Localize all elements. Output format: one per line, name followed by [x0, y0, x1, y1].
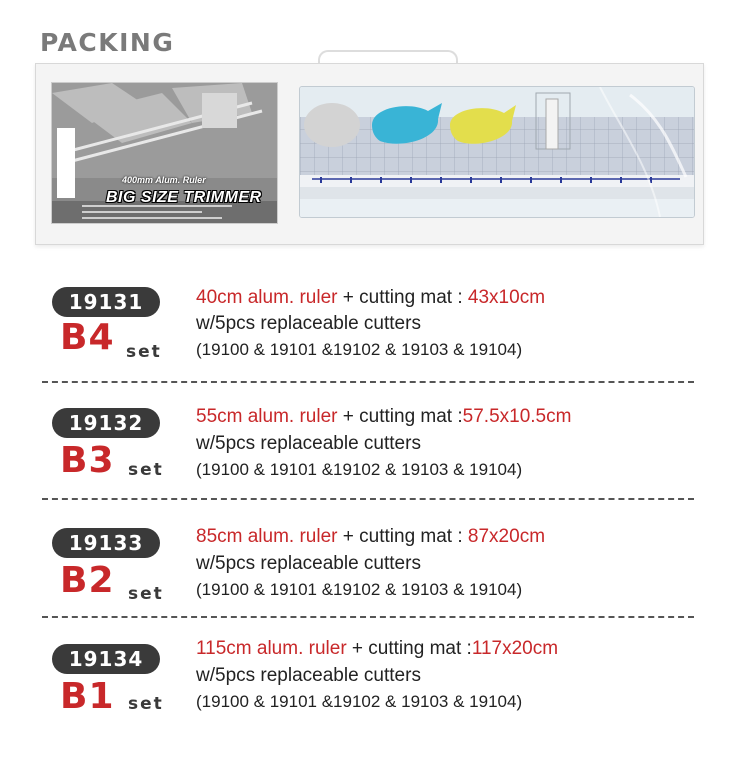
ruler-length: 55cm alum. ruler: [196, 406, 338, 427]
label-subtitle: 400mm Alum. Ruler: [122, 175, 206, 185]
set-word: set: [128, 694, 164, 714]
spec-line: [196, 406, 571, 428]
mat-size: 57.5x10.5cm: [462, 406, 572, 427]
spec-line: [196, 638, 558, 660]
spec-line: [196, 526, 545, 548]
cutters-line: w/5pcs replaceable cutters: [196, 313, 421, 334]
ruler-length: 85cm alum. ruler: [196, 526, 338, 547]
paper-size: B2: [60, 560, 115, 601]
dashed-divider: [42, 381, 694, 383]
product-code-badge: 19133: [52, 528, 160, 558]
models-line: (19100 & 19101 &19102 & 19103 & 19104): [196, 340, 523, 359]
product-code-badge: 19134: [52, 644, 160, 674]
paper-size: B3: [60, 440, 115, 481]
mat-connector: + cutting mat :: [337, 406, 463, 427]
mat-connector: + cutting mat :: [337, 526, 468, 547]
paper-size: B4: [60, 317, 115, 358]
product-code-badge: 19132: [52, 408, 160, 438]
box-window: [299, 86, 695, 218]
product-code-badge: 19131: [52, 287, 160, 317]
set-word: set: [128, 460, 164, 480]
dashed-divider: [42, 616, 694, 618]
box-label: [51, 82, 278, 224]
dashed-divider: [42, 498, 694, 500]
models-line: (19100 & 19101 &19102 & 19103 & 19104): [196, 692, 523, 711]
ruler-length: 40cm alum. ruler: [196, 287, 338, 308]
cutters-line: w/5pcs replaceable cutters: [196, 553, 421, 574]
label-title: BIG SIZE TRIMMER: [106, 189, 262, 206]
spec-line: [196, 287, 545, 309]
cutters-line: w/5pcs replaceable cutters: [196, 665, 421, 686]
trimmer-contents-illustration: [300, 87, 694, 217]
mat-connector: + cutting mat :: [346, 638, 472, 659]
set-word: set: [128, 584, 164, 604]
mat-size: 117x20cm: [471, 638, 559, 659]
cutters-line: w/5pcs replaceable cutters: [196, 433, 421, 454]
ruler-length: 115cm alum. ruler: [196, 638, 347, 659]
models-line: (19100 & 19101 &19102 & 19103 & 19104): [196, 460, 523, 479]
models-line: (19100 & 19101 &19102 & 19103 & 19104): [196, 580, 523, 599]
paper-size: B1: [60, 676, 115, 717]
mat-size: 87x20cm: [467, 526, 546, 547]
product-box-image: [35, 63, 704, 245]
mat-connector: + cutting mat :: [337, 287, 468, 308]
page-heading: PACKING: [40, 28, 175, 57]
set-word: set: [126, 342, 162, 362]
mat-size: 43x10cm: [467, 287, 546, 308]
